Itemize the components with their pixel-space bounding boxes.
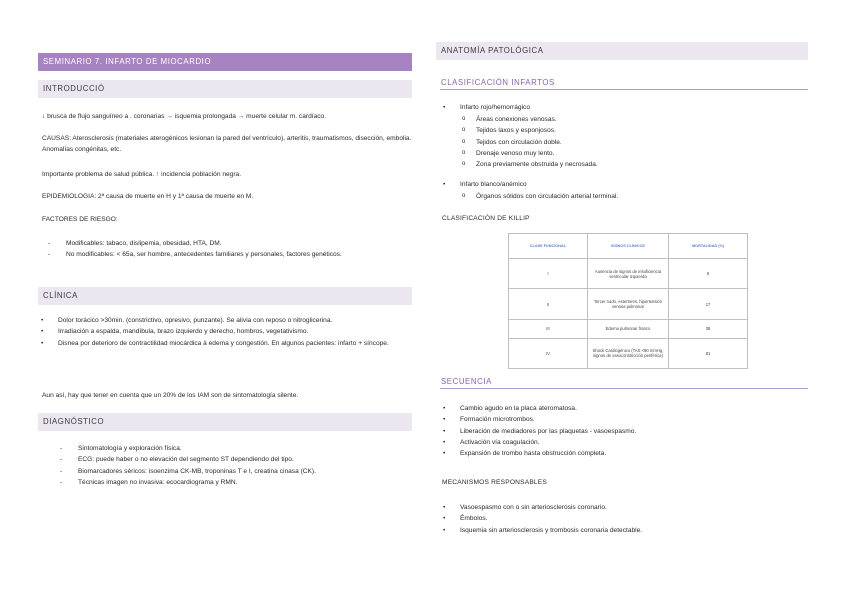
clasificacion-heading: CLASIFICACIÓN INFARTOS [440,78,808,90]
table-cell: II [509,289,588,319]
table-header-row [509,234,748,259]
table-row [509,338,748,368]
causas-text: CAUSAS: Aterosclerosis (materiales aterogénicos lesionan la pared del ventrículo), arteritis, traumatismos, disección, embolia. Anomalías congénitas, etc. [42,135,412,153]
mecanismos-list [440,502,800,536]
list-item: - Sintomatología y exploración física. [38,443,412,454]
list-item: - ECG: puede haber o no elevación del segmento ST dependiendo del tipo. [38,454,412,465]
list-item: o Tejidos laxos y esponjosos. [440,125,800,136]
list-item: • Activación vía coagulación. [440,437,800,448]
rojo-sublist [440,114,800,170]
list-item: • Cambio agudo en la placa ateromatosa. [440,403,800,414]
list-item: - No modificables: < 65a, ser hombre, antecedentes familiares y personales, factores genéticos. [38,249,378,260]
list-item: o Tejidos con circulación doble. [440,137,800,148]
table-cell: Shock Cardiogénico (TAS <90 mmHg, signos de vasoconstricción periférica) [587,338,668,368]
diagnostico-list [38,443,412,488]
table-cell: Edema pulmonar franco [587,319,668,338]
list-item: • Vasoespasmo con o sin arteriosclerosis coronario. [440,502,800,513]
list-item: • Formación microtrombos. [440,414,800,425]
list-item: • Liberación de mediadores por las plaquetas - vasoespasmo. [440,426,800,437]
killip-title: CLASIFICACIÓN DE KILLIP [442,215,530,222]
column-header: SIGNOS CLÍNICOS [587,234,668,259]
importante-text: Importante problema de salud pública. ↑ incidencia población negra. [42,171,242,178]
list-item: • Dolor torácico >30min. (constrictivo, opresivo, punzante). Se alivia con reposo o nitroglicerina. [38,315,412,326]
killip-table [508,233,748,369]
table-cell: Tercer ruido, estertores, hipertensión venosa pulmonar [587,289,668,319]
table-cell: I [509,259,588,289]
factores-title: FACTORES DE RIESGO: [42,216,118,223]
list-item: - Técnicas imagen no invasiva: ecocardiograma y RMN. [38,477,412,488]
table-cell: Ausencia de signos de insuficiencia ventricular izquierda [587,259,668,289]
list-item: - Biomarcadores séricos: isoenzima CK-MB, troponinas T e I, creatina cinasa (CK). [38,466,412,477]
list-item: • Infarto rojo/hemorrágico [440,102,800,113]
table-row [509,289,748,319]
table-cell: 17 [669,289,748,319]
list-item: o Órganos sólidos con circulación arterial terminal. [440,191,800,202]
list-item: • Émbolos. [440,513,800,524]
clinica-heading: CLÍNICA [38,287,412,305]
intro-heading: INTRODUCCIÓ [38,80,412,98]
clinica-list [38,315,412,349]
mecanismos-title: MECANISMOS RESPONSABLES [442,479,547,486]
list-item: • Isquemia sin arteriosclerosis y trombosis coronaria detectable. [440,525,800,536]
secuencia-heading: SECUENCIA [440,377,808,389]
blanco-sublist [440,191,800,202]
list-item: • Disnea por deterioro de contractilidad miocárdica à edema y congestión. En algunos pacientes: infarto + síncope. [38,338,412,349]
table-cell: 38 [669,319,748,338]
secuencia-list [440,403,800,459]
list-item: • Expansión de trombo hasta obstrucción completa. [440,448,800,459]
section-title: ANATOMÍA PATOLÓGICA [436,42,808,60]
table-cell: 81 [669,338,748,368]
blanco-list [440,179,800,190]
table-cell: IV [509,338,588,368]
diagnostico-heading: DIAGNÓSTICO [38,413,412,431]
clinica-note: Aun así, hay que tener en cuenta que un 20% de los IAM son de sintomatología silente. [42,392,299,399]
list-item: o Zona previamente obstruida y necrosada. [440,159,800,170]
column-header: MORTALIDAD (%) [669,234,748,259]
list-item: • Irradiación a espalda, mandíbula, brazo izquierdo y derecho, hombros, vegetativismo. [38,326,412,337]
list-item: o Áreas conexiones venosas. [440,114,800,125]
table-cell: 6 [669,259,748,289]
list-item: - Modificables: tabaco, dislipemia, obesidad, HTA, DM. [38,238,378,249]
epidemiologia-text: EPIDEMIOLOGIA: 2ª causa de muerte en H y 1ª causa de muerte en M. [42,193,254,200]
page-title: SEMINARIO 7. INFARTO DE MIOCARDIO [38,53,412,71]
clasificacion-list [440,102,800,113]
factores-list [38,238,378,261]
table-row [509,259,748,289]
list-item: • Infarto blanco/anémico [440,179,800,190]
intro-line: ↓ brusca de flujo sanguíneo a . coronarias → isquemia prolongada → muerte celular m. cardíaco. [42,113,327,120]
table-row [509,319,748,338]
list-item: o Drenaje venoso muy lento. [440,148,800,159]
column-header: CLASE FUNCIONAL [509,234,588,259]
table-cell: III [509,319,588,338]
